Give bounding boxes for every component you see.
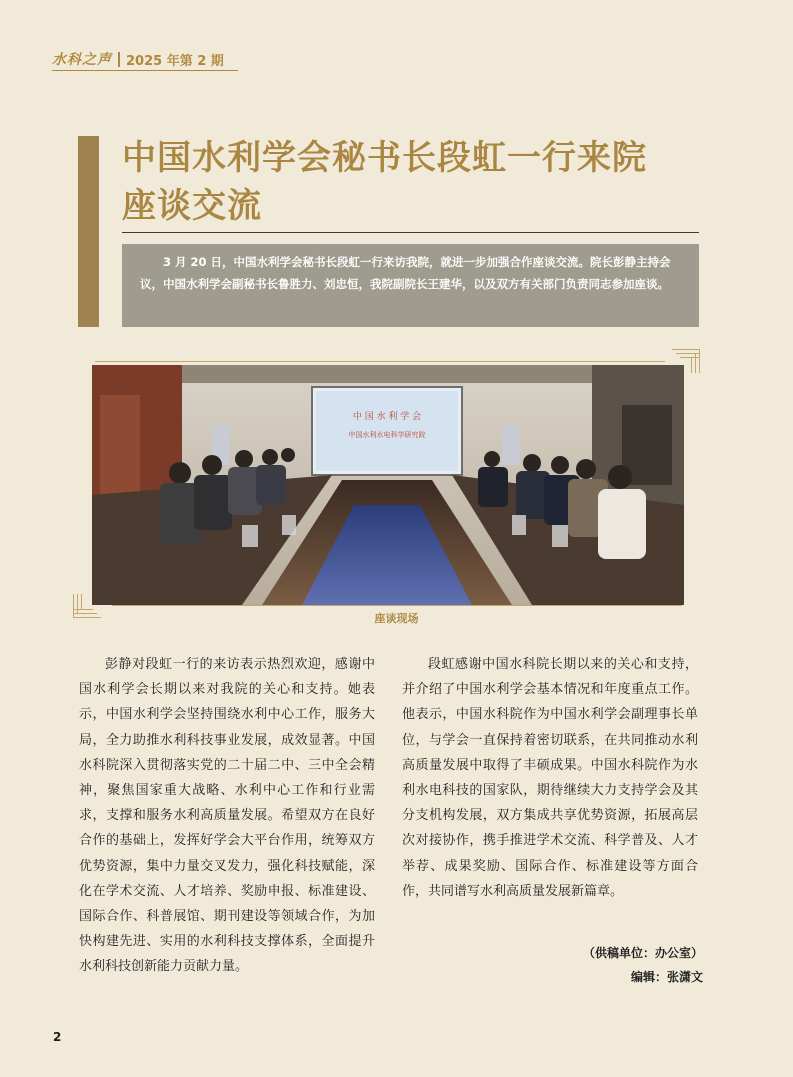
screen-text-1: 中 国 水 利 学 会 [352, 412, 422, 422]
title-divider [122, 232, 699, 233]
photo-frame-bottom-line [112, 605, 682, 606]
title-line-2: 座谈交流 [122, 186, 262, 226]
title-accent-bar [78, 136, 99, 327]
editor-credit: 编辑：张潇文 [630, 970, 703, 984]
header-separator [118, 52, 120, 67]
header-rule [52, 70, 238, 71]
title-line-1: 中国水利学会秘书长段虹一行来院 [122, 138, 647, 178]
page-number: 2 [53, 1030, 62, 1044]
body-paragraph-right: 段虹感谢中国水科院长期以来的关心和支持，并介绍了中国水利学会基本情况和年度重点工作。他表示，中国水科院作为中国水利学会副理事长单位，与学会一直保持着密切联系，在共同推动水利高质量发展中取得了丰硕成果。中国水科院作为水利水电科技的国家队，期待继续大力支持学会及其分支机构发展，双方集成共享优势资源，拓展高层次对接协作，携手推进学术交流、科学普及、人才举荐、成果奖励、国际合作、标准建设等方面合作，共同谱写水利高质量发展新篇章。 [402, 657, 698, 899]
photo-caption: 座谈现场 [374, 612, 419, 625]
meeting-photo [92, 365, 684, 605]
running-header [52, 48, 224, 70]
screen-text-2: 中国水利水电科学研究院 [348, 431, 426, 439]
body-column-left [79, 652, 375, 980]
article-title [122, 134, 702, 230]
body-paragraph-left: 彭静对段虹一行的来访表示热烈欢迎，感谢中国水利学会长期以来对我院的关心和支持。她表示，中国水利学会坚持围绕水利中心工作，服务大局，全力助推水利科技事业发展，成效显著。中国水科院深入贯彻落实党的二十届二中、三中全会精神，聚焦国家重大战略、水利中心工作和行业需求，支撑和服务水利高质量发展。希望双方在良好合作的基础上，发挥好学会大平台作用，统筹双方优势资源，集中力量交叉发力，强化科技赋能，深化在学术交流、人才培养、奖励申报、标准建设、国际合作、科普展馆、期刊建设等领域合作，为加快构建先进、实用的水利科技支撑体系，全面提升水利科技创新能力贡献力量。 [79, 657, 375, 975]
photo-frame-top-line [95, 361, 665, 362]
publication-name: 水科之声 [52, 52, 112, 68]
source-credit: （供稿单位：办公室） [582, 946, 703, 960]
lead-box [122, 244, 699, 327]
lead-text: 3 月 20 日，中国水利学会秘书长段虹一行来访我院，就进一步加强合作座谈交流。院长彭静主持会议，中国水利学会副秘书长鲁胜力、刘忠恒，我院副院长王建华，以及双方有关部门负责同志参加座谈。 [140, 255, 671, 291]
issue-label: 2025 年第 2 期 [126, 53, 224, 69]
body-column-right [402, 652, 698, 904]
